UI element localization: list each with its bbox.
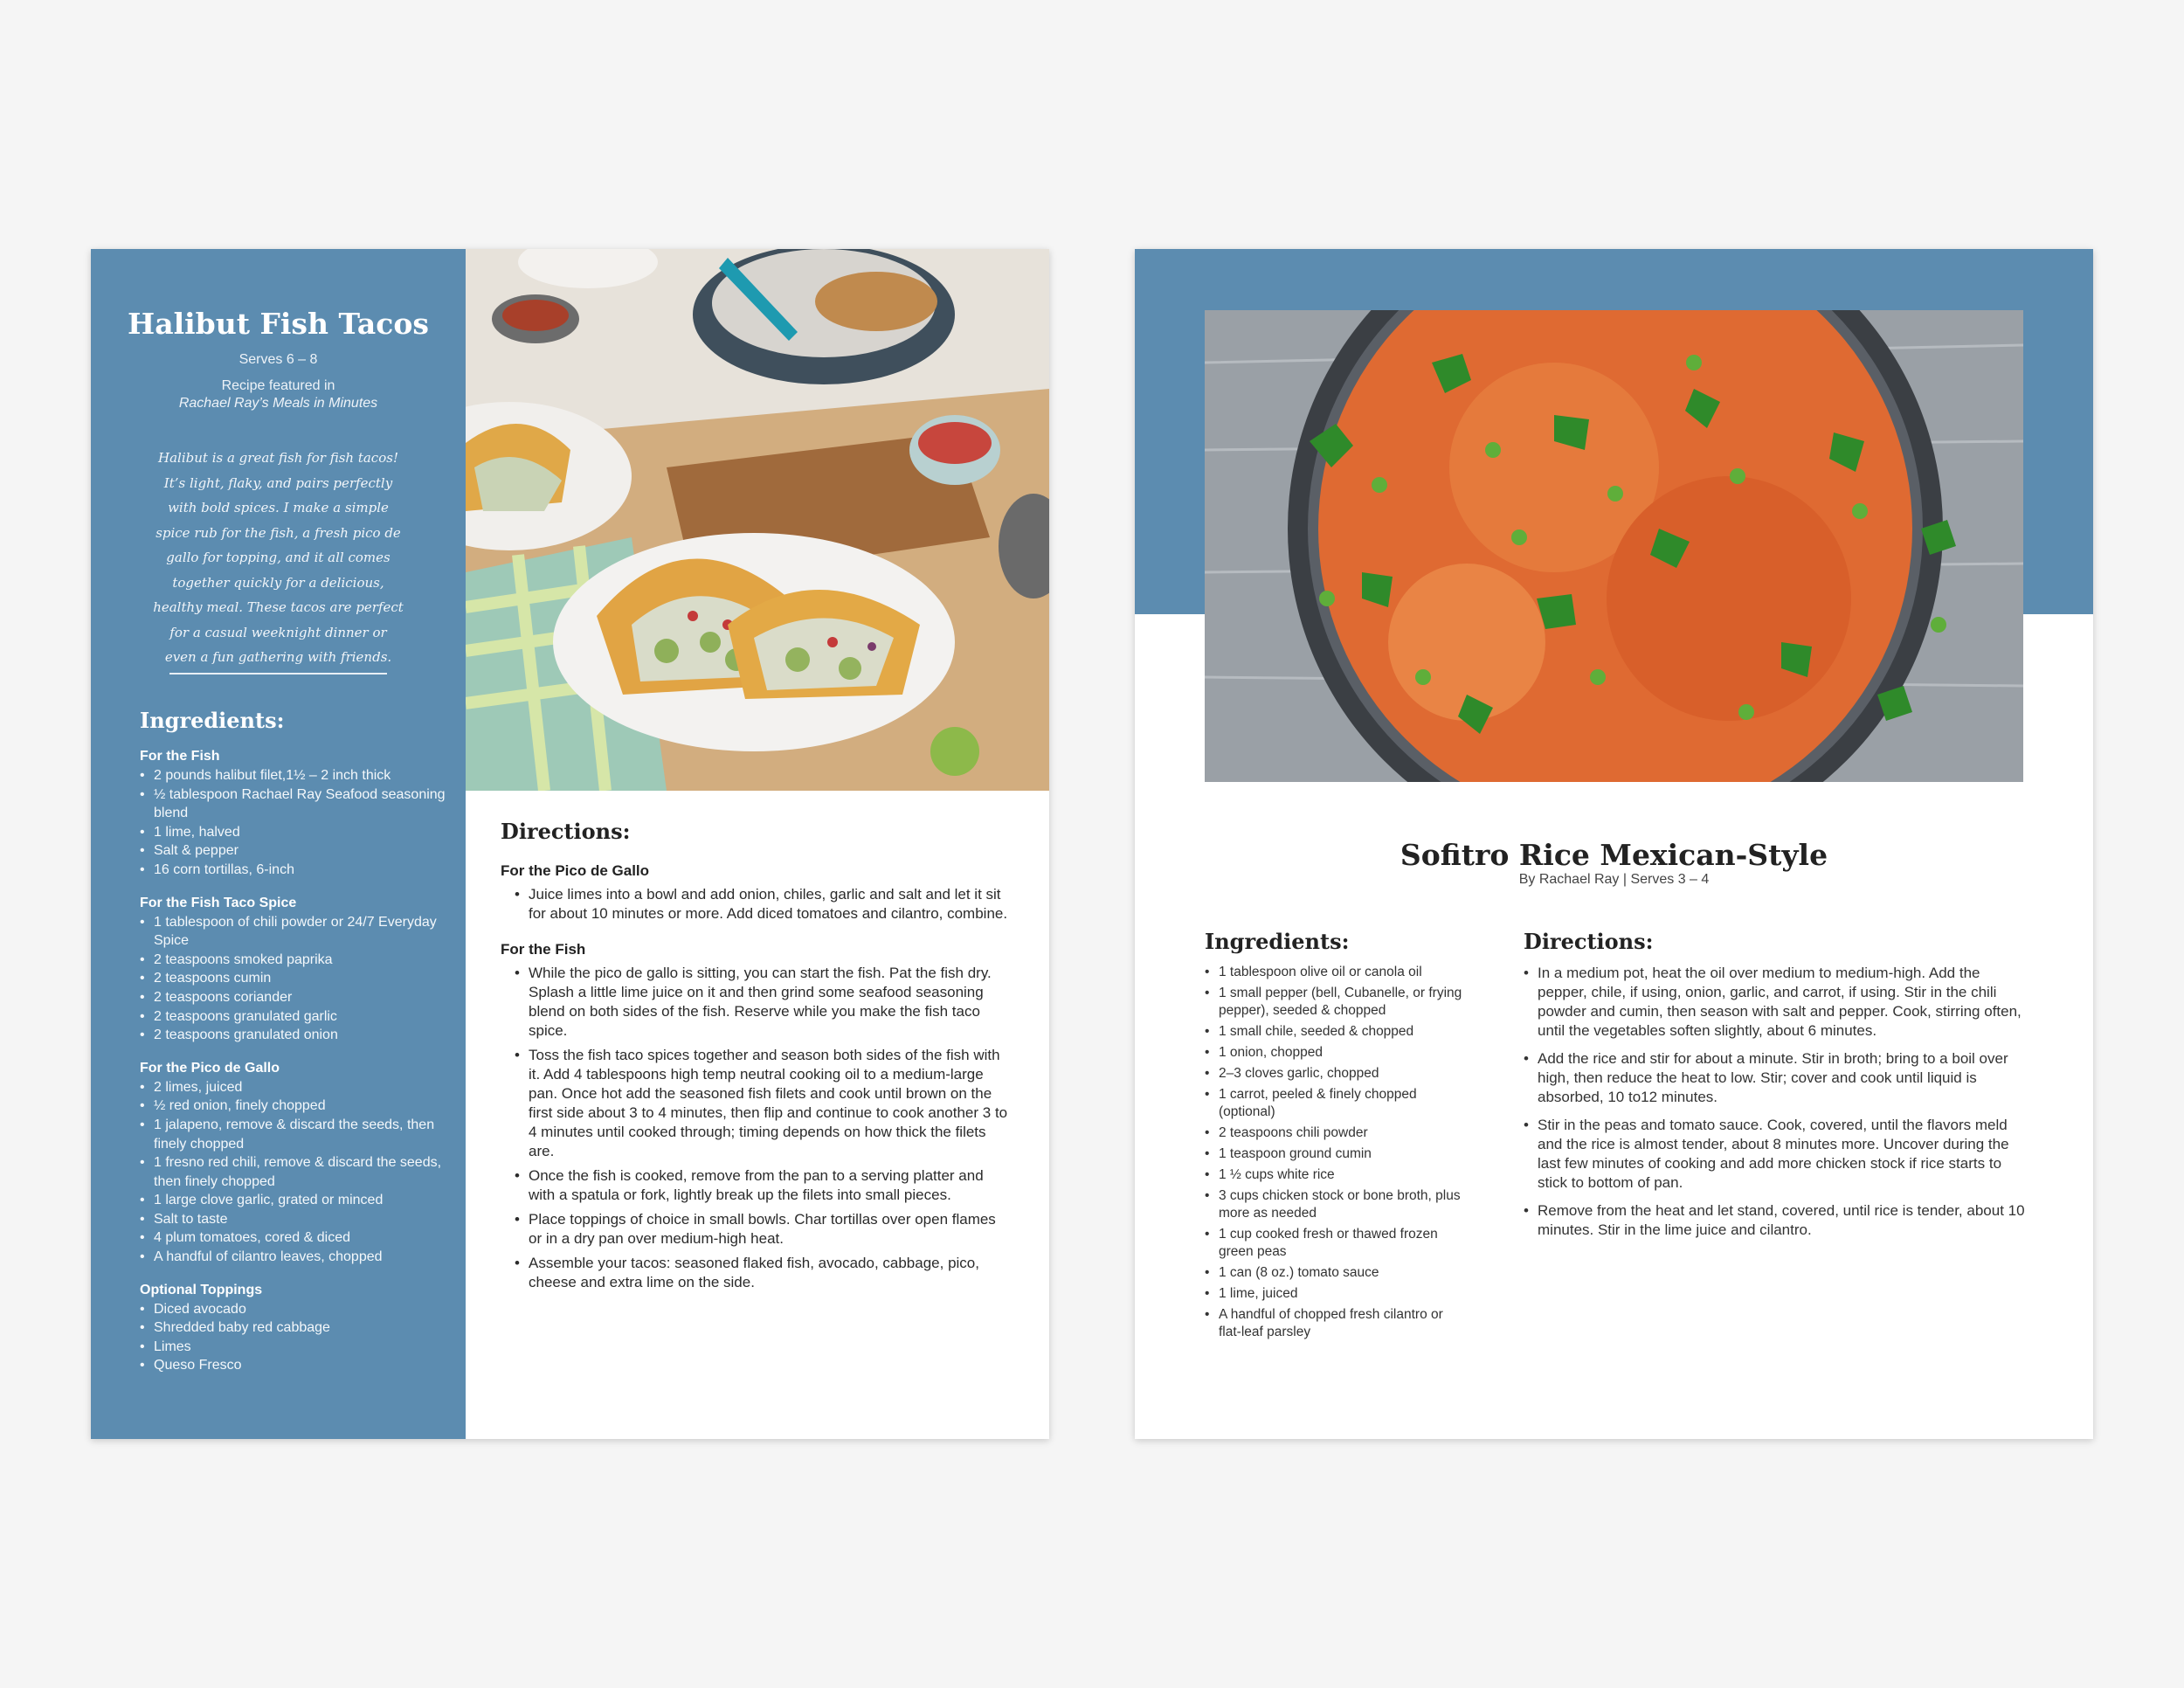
- featured-line: Recipe featured in: [221, 378, 335, 393]
- recipe-page-sofrito-rice: [1135, 249, 2093, 1439]
- list-item: • ½ tablespoon Rachael Ray Seafood seasoning blend: [140, 785, 454, 823]
- list-item: • 2 teaspoons granulated garlic: [140, 1007, 454, 1027]
- list-item: • 1 tablespoon olive oil or canola oil: [1205, 964, 1467, 981]
- list-item: • A handful of chopped fresh cilantro or flat-leaf parsley: [1205, 1306, 1467, 1341]
- list-item: • 2 teaspoons cumin: [140, 969, 454, 988]
- list-item: • 1 large clove garlic, grated or minced: [140, 1191, 454, 1210]
- section-heading: For the Fish: [501, 941, 586, 958]
- direction-step: • Toss the fish taco spices together and season both sides of the fish with it. Add 4 tablespoons high temp neutral cooking oil to a medium-large pan. Once hot add the seasoned fish filets and cook until brown on the first side about 3 to 4 minutes, then flip and continue to cook another 3 to 4 minutes until cooked through; timing depends on how thick the filets are.: [501, 1046, 1012, 1161]
- rice-pan-photo: [1205, 310, 2023, 782]
- direction-step: • Stir in the peas and tomato sauce. Cook, covered, until the flavors meld and the rice is almost tender, about 8 minutes more. Uncover during the last few minutes of cooking and add more chicken stock if rice starts to stick to bottom of pan.: [1524, 1116, 2026, 1193]
- list-item: • Shredded baby red cabbage: [140, 1318, 454, 1338]
- ingredient-section: [140, 747, 454, 880]
- list-item: • 1 can (8 oz.) tomato sauce: [1205, 1264, 1467, 1282]
- section-heading: For the Fish: [140, 749, 220, 764]
- ingredients-list: [140, 747, 454, 1389]
- divider: [169, 673, 387, 675]
- list-item: • 1 teaspoon ground cumin: [1205, 1145, 1467, 1163]
- list-item: • Limes: [140, 1338, 454, 1357]
- direction-step: • Assemble your tacos: seasoned flaked fish, avocado, cabbage, pico, cheese and extra lime on the side.: [501, 1254, 1012, 1292]
- ingredient-section: [140, 1281, 454, 1375]
- section-heading: For the Pico de Gallo: [501, 862, 650, 879]
- serves-text: Serves 6 – 8: [238, 352, 318, 367]
- ingredients-list: [1205, 964, 1467, 1345]
- directions-heading: Directions:: [1524, 929, 1654, 954]
- direction-step: • Juice limes into a bowl and add onion, chiles, garlic and salt and let it sit for about 10 minutes or more. Add diced tomatoes and cilantro, combine.: [501, 885, 1012, 924]
- list-item: • Diced avocado: [140, 1300, 454, 1319]
- list-item: • 1 ½ cups white rice: [1205, 1166, 1467, 1184]
- directions-list: [1524, 964, 2026, 1249]
- direction-step: • While the pico de gallo is sitting, you can start the fish. Pat the fish dry. Splash a little lime juice on it and then grind some seafood seasoning blend on both sides of the fish. Reserve while you make the fish taco spice.: [501, 964, 1012, 1041]
- recipe-title: Halibut Fish Tacos: [128, 307, 429, 341]
- list-item: • Queso Fresco: [140, 1356, 454, 1375]
- ingredient-section: [140, 1059, 454, 1267]
- list-item: • 2 teaspoons coriander: [140, 988, 454, 1007]
- direction-step: • Once the fish is cooked, remove from the pan to a serving platter and with a spatula or fork, lightly break up the filets into small pieces.: [501, 1166, 1012, 1205]
- fish-tacos-photo: [466, 249, 1049, 791]
- direction-step: • Place toppings of choice in small bowls. Char tortillas over open flames or in a dry pan over medium-high heat.: [501, 1210, 1012, 1249]
- section-heading: For the Fish Taco Spice: [140, 895, 297, 910]
- list-item: • 2 pounds halibut filet,1½ – 2 inch thick: [140, 766, 454, 785]
- recipe-page-halibut: [91, 249, 1049, 1439]
- list-item: • 1 small chile, seeded & chopped: [1205, 1023, 1467, 1041]
- list-item: • 2 teaspoons chili powder: [1205, 1124, 1467, 1142]
- sidebar-panel: [91, 249, 466, 1439]
- section-heading: Optional Toppings: [140, 1282, 263, 1297]
- list-item: • 1 carrot, peeled & finely chopped (optional): [1205, 1086, 1467, 1121]
- list-item: • 2 teaspoons smoked paprika: [140, 951, 454, 970]
- ingredient-section: [140, 894, 454, 1045]
- ingredients-heading: Ingredients:: [140, 708, 285, 733]
- direction-step: • In a medium pot, heat the oil over medium to medium-high. Add the pepper, chile, if using, onion, garlic, and carrot, if using. Stir in the chili powder and cumin, then season with salt and pepper. Cook, stirring often, until the vegetables soften slightly, about 6 minutes.: [1524, 964, 2026, 1041]
- direction-step: • Remove from the heat and let stand, covered, until rice is tender, about 10 minutes. Stir in the lime juice and cilantro.: [1524, 1201, 2026, 1240]
- list-item: • ½ red onion, finely chopped: [140, 1097, 454, 1116]
- list-item: • 2 limes, juiced: [140, 1078, 454, 1097]
- list-item: • 1 cup cooked fresh or thawed frozen green peas: [1205, 1226, 1467, 1261]
- list-item: • Salt & pepper: [140, 841, 454, 861]
- list-item: • 1 tablespoon of chili powder or 24/7 Everyday Spice: [140, 913, 454, 951]
- directions-list: [501, 861, 1012, 1308]
- list-item: • Salt to taste: [140, 1210, 454, 1229]
- direction-step: • Add the rice and stir for about a minute. Stir in broth; bring to a boil over high, then reduce the heat to low. Stir; cover and cook until liquid is absorbed, 10 to12 minutes.: [1524, 1049, 2026, 1107]
- list-item: • 2 teaspoons granulated onion: [140, 1026, 454, 1045]
- list-item: • 1 jalapeno, remove & discard the seeds, then finely chopped: [140, 1116, 454, 1153]
- directions-heading: Directions:: [501, 819, 631, 844]
- list-item: • 1 small pepper (bell, Cubanelle, or frying pepper), seeded & chopped: [1205, 985, 1467, 1020]
- list-item: • 1 lime, halved: [140, 823, 454, 842]
- list-item: • 3 cups chicken stock or bone broth, plus more as needed: [1205, 1187, 1467, 1222]
- list-item: • 16 corn tortillas, 6-inch: [140, 861, 454, 880]
- featured-book: Rachael Ray’s Meals in Minutes: [178, 396, 378, 411]
- list-item: • 1 onion, chopped: [1205, 1044, 1467, 1062]
- list-item: • 2–3 cloves garlic, chopped: [1205, 1065, 1467, 1083]
- byline: By Rachael Ray | Serves 3 – 4: [1518, 872, 1710, 887]
- recipe-title: Sofitro Rice Mexican-Style: [1400, 838, 1828, 873]
- ingredients-heading: Ingredients:: [1205, 929, 1350, 954]
- list-item: • 1 fresno red chili, remove & discard the seeds, then finely chopped: [140, 1153, 454, 1191]
- list-item: • A handful of cilantro leaves, chopped: [140, 1248, 454, 1267]
- intro-paragraph: Halibut is a great fish for fish tacos! It’s light, flaky, and pairs perfectly with bold spices. I make a simple spice rub for the fish, a fresh pico de gallo for topping, and it all comes together quickly for a delicious, healthy meal. These tacos are perfect for a casual weeknight dinner or even a fun gathering with friends.: [153, 450, 404, 665]
- list-item: • 1 lime, juiced: [1205, 1285, 1467, 1303]
- section-heading: For the Pico de Gallo: [140, 1060, 280, 1076]
- list-item: • 4 plum tomatoes, cored & diced: [140, 1228, 454, 1248]
